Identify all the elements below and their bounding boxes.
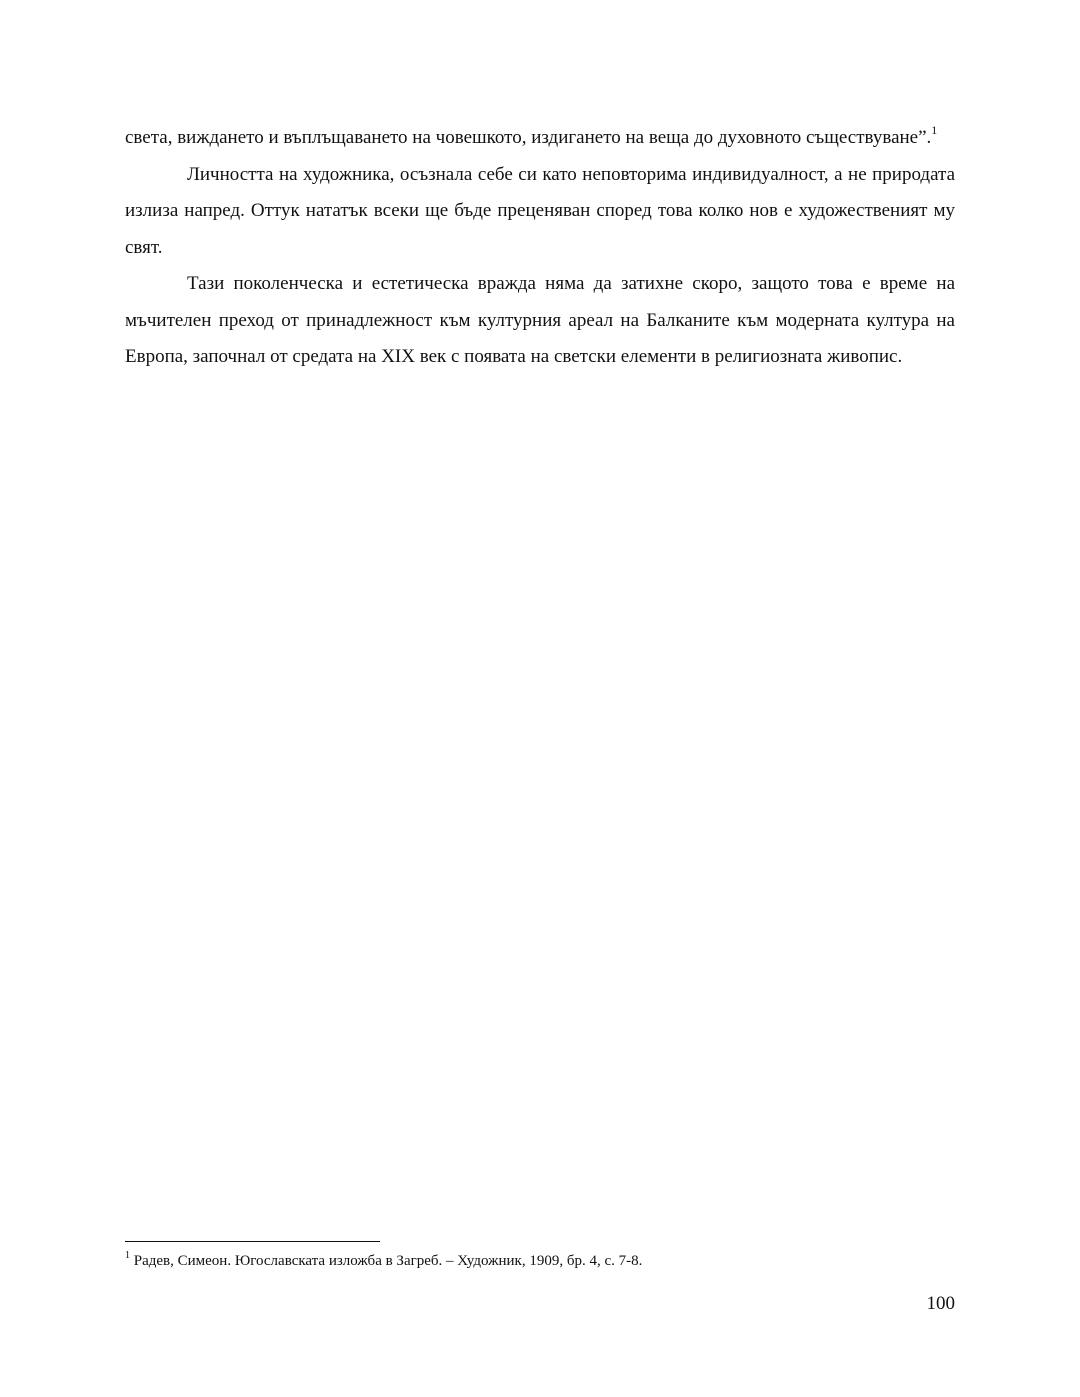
footnote-text: Радев, Симеон. Югославската изложба в Загреб. – Художник, 1909, бр. 4, с. 7-8.: [133, 1253, 643, 1269]
paragraph: [125, 266, 955, 376]
paragraph: [125, 157, 955, 267]
paragraph-text: Тази поколенческа и естетическа вражда няма да затихне скоро, защото това е време на мъчителен преход от принадлежност към културния ареал на Балканите към модерната култура на Европа, започнал от средата на XIX век с появата на светски елементи в религиозната живопис.: [125, 273, 955, 367]
paragraph-text: Личността на художника, осъзнала себе си като неповторима индивидуалност, а не природата излиза напред. Оттук нататък всеки ще бъде преценяван според това колко нов е художественият му свят.: [125, 163, 955, 258]
footnote-reference[interactable]: 1: [931, 122, 938, 137]
page-number: 100: [926, 1293, 955, 1314]
body-text: [125, 120, 955, 376]
footnote: [125, 1250, 955, 1272]
paragraph-text: света, виждането и въплъщаването на човешкото, издигането на веща до духовното съществуване”.: [125, 127, 932, 148]
footnote-separator: [125, 1241, 380, 1242]
paragraph-continuation: [125, 120, 955, 157]
footnote-marker: 1: [125, 1250, 130, 1261]
